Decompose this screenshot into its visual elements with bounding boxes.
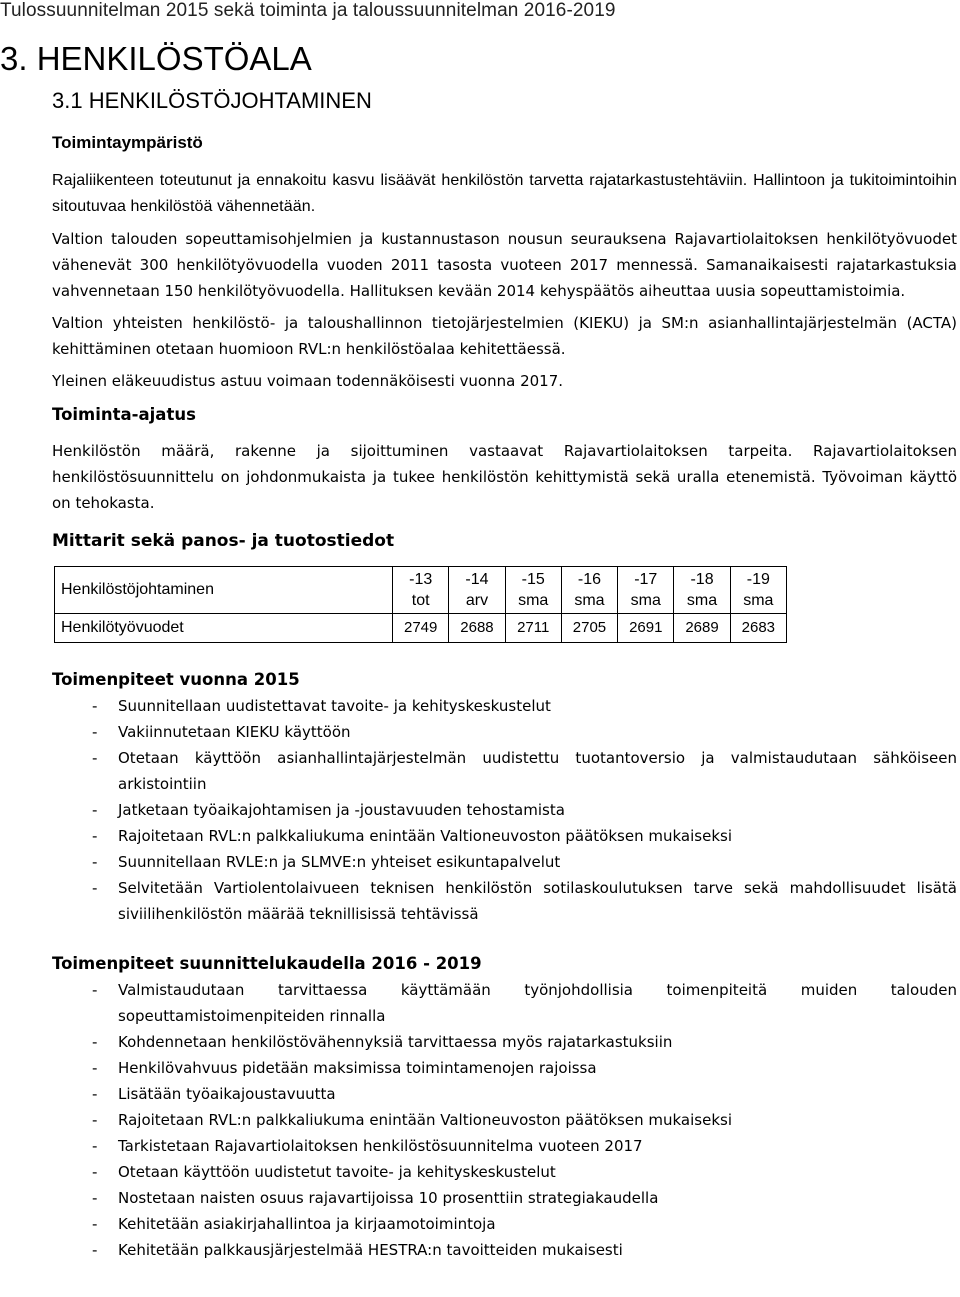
dash-bullet: - [92, 697, 98, 715]
list-item-text: Kehitetään asiakirjahallintoa ja kirjaamotoimintoja [118, 1215, 496, 1233]
list-item-text: Vakiinnutetaan KIEKU käyttöön [118, 723, 351, 741]
list-item-text: Lisätään työaikajoustavuutta [118, 1085, 336, 1103]
dash-bullet: - [92, 853, 98, 871]
list-item [52, 977, 957, 1029]
table-cell: 2705 [561, 614, 617, 643]
table-cell: 2688 [449, 614, 505, 643]
list-item-text: Tarkistetaan Rajavartiolaitoksen henkilöstösuunnitelma vuoteen 2017 [118, 1137, 643, 1155]
section-heading: 3.1 HENKILÖSTÖJOHTAMINEN [52, 88, 372, 113]
table-row-label: Henkilötyövuodet [55, 614, 393, 643]
table-header-cell: -19 sma [730, 567, 786, 614]
list-item-text: Rajoitetaan RVL:n palkkaliukuma enintään Valtioneuvoston päätöksen mukaiseksi [118, 827, 732, 845]
list-item [52, 1185, 957, 1211]
list-item-text: Suunnitellaan RVLE:n ja SLMVE:n yhteiset esikuntapalvelut [118, 853, 561, 871]
metrics-table [54, 566, 787, 643]
paragraph: Valtion yhteisten henkilöstö- ja taloushallinnon tietojärjestelmien (KIEKU) ja SM:n asianhallintajärjestelmän (ACTA) kehittäminen otetaan huomioon RVL:n henkilöstöalaa kehitettäessä. [52, 314, 957, 358]
list-item [52, 823, 957, 849]
list-item [52, 1211, 957, 1237]
dash-bullet: - [92, 1241, 98, 1259]
dash-bullet: - [92, 723, 98, 741]
table-cell: 2689 [674, 614, 730, 643]
list-item-text: Valmistaudutaan tarvittaessa käyttämään työnjohdollisia toimenpiteitä muiden talouden sopeuttamistoimenpiteiden rinnalla [118, 981, 957, 1025]
table-header-cell: -13 tot [393, 567, 449, 614]
dash-bullet: - [92, 981, 98, 999]
list-toimenpiteet-2016-2019 [52, 977, 957, 1263]
list-item-text: Selvitetään Vartiolentolaivueen teknisen henkilöstön sotilaskoulutuksen tarve sekä mahdollisuudet lisätä siviilihenkilöstön määrää teknillisissä tehtävissä [118, 879, 957, 923]
dash-bullet: - [92, 1137, 98, 1155]
list-item [52, 719, 957, 745]
dash-bullet: - [92, 827, 98, 845]
list-item-text: Otetaan käyttöön asianhallintajärjestelmän uudistettu tuotantoversio ja valmistaudutaan sähköiseen arkistointiin [118, 749, 957, 793]
dash-bullet: - [92, 1189, 98, 1207]
subheading-toiminta-ajatus: Toiminta-ajatus [52, 405, 196, 424]
table-header-cell: -18 sma [674, 567, 730, 614]
list-item [52, 1081, 957, 1107]
list-item [52, 1055, 957, 1081]
list-item-text: Otetaan käyttöön uudistetut tavoite- ja kehityskeskustelut [118, 1163, 556, 1181]
list-item-text: Kohdennetaan henkilöstövähennyksiä tarvittaessa myös rajatarkastuksiin [118, 1033, 673, 1051]
list-item-text: Henkilövahvuus pidetään maksimissa toimintamenojen rajoissa [118, 1059, 597, 1077]
list-item [52, 1237, 957, 1263]
list-item-text: Jatketaan työaikajohtamisen ja -joustavuuden tehostamista [118, 801, 565, 819]
list-item-text: Suunnitellaan uudistettavat tavoite- ja kehityskeskustelut [118, 697, 551, 715]
list-item [52, 1159, 957, 1185]
section-content [52, 130, 957, 1263]
list-item [52, 797, 957, 823]
table-header-cell: -15 sma [505, 567, 561, 614]
dash-bullet: - [92, 1085, 98, 1103]
list-item [52, 745, 957, 797]
list-item-text: Kehitetään palkkausjärjestelmää HESTRA:n tavoitteiden mukaisesti [118, 1241, 623, 1259]
subheading-mittarit: Mittarit sekä panos- ja tuotostiedot [52, 531, 395, 551]
table-row [55, 614, 787, 643]
subheading-toimenpiteet-2015: Toimenpiteet vuonna 2015 [52, 670, 300, 689]
dash-bullet: - [92, 1033, 98, 1051]
list-item [52, 1107, 957, 1133]
table-cell: 2749 [393, 614, 449, 643]
subheading-toimenpiteet-2016-2019: Toimenpiteet suunnittelukaudella 2016 - 2019 [52, 954, 482, 973]
subheading-toimintaymparisto: Toimintaympäristö [52, 133, 203, 152]
paragraph: Yleinen eläkeuudistus astuu voimaan todennäköisesti vuonna 2017. [52, 372, 564, 390]
dash-bullet: - [92, 1059, 98, 1077]
list-item [52, 693, 957, 719]
running-head: Tulossuunnitelman 2015 sekä toiminta ja taloussuunnitelman 2016-2019 [0, 0, 616, 21]
list-item [52, 849, 957, 875]
table-cell: 2683 [730, 614, 786, 643]
list-item [52, 1029, 957, 1055]
chapter-heading: 3. HENKILÖSTÖALA [0, 40, 312, 77]
table-cell: 2711 [505, 614, 561, 643]
list-item-text: Nostetaan naisten osuus rajavartijoissa 10 prosenttiin strategiakaudella [118, 1189, 659, 1207]
dash-bullet: - [92, 1111, 98, 1129]
paragraph: Henkilöstön määrä, rakenne ja sijoittuminen vastaavat Rajavartiolaitoksen tarpeita. Rajavartiolaitoksen henkilöstösuunnittelu on johdonmukaista ja tukee henkilöstön kehittymistä sekä uralla etenemistä. Työvoiman käyttö on tehokasta. [52, 442, 957, 512]
table-header-cell: -17 sma [618, 567, 674, 614]
dash-bullet: - [92, 749, 98, 767]
table-header-cell: -14 arv [449, 567, 505, 614]
list-item [52, 875, 957, 927]
table-cell: 2691 [618, 614, 674, 643]
list-item [52, 1133, 957, 1159]
list-item-text: Rajoitetaan RVL:n palkkaliukuma enintään Valtioneuvoston päätöksen mukaiseksi [118, 1111, 732, 1129]
paragraph: Valtion talouden sopeuttamisohjelmien ja kustannustason nousun seurauksena Rajavartiolaitoksen henkilötyövuodet vähenevät 300 henkilötyövuodella vuoden 2011 tasosta vuoteen 2017 mennessä. Samanaikaisesti rajatarkastuksia vahvennetaan 150 henkilötyövuodella. Hallituksen kevään 2014 kehyspäätös aiheuttaa uusia sopeuttamistoimia. [52, 230, 957, 300]
table-header-cell: -16 sma [561, 567, 617, 614]
table-header-label: Henkilöstöjohtaminen [55, 567, 393, 614]
dash-bullet: - [92, 1215, 98, 1233]
paragraph: Rajaliikenteen toteutunut ja ennakoitu kasvu lisäävät henkilöstön tarvetta rajatarkastustehtäviin. Hallintoon ja tukitoimintoihin sitoutuvaa henkilöstöä vähennetään. [52, 172, 957, 215]
dash-bullet: - [92, 801, 98, 819]
list-toimenpiteet-2015 [52, 693, 957, 927]
table-header-row [55, 567, 787, 614]
dash-bullet: - [92, 879, 98, 897]
dash-bullet: - [92, 1163, 98, 1181]
